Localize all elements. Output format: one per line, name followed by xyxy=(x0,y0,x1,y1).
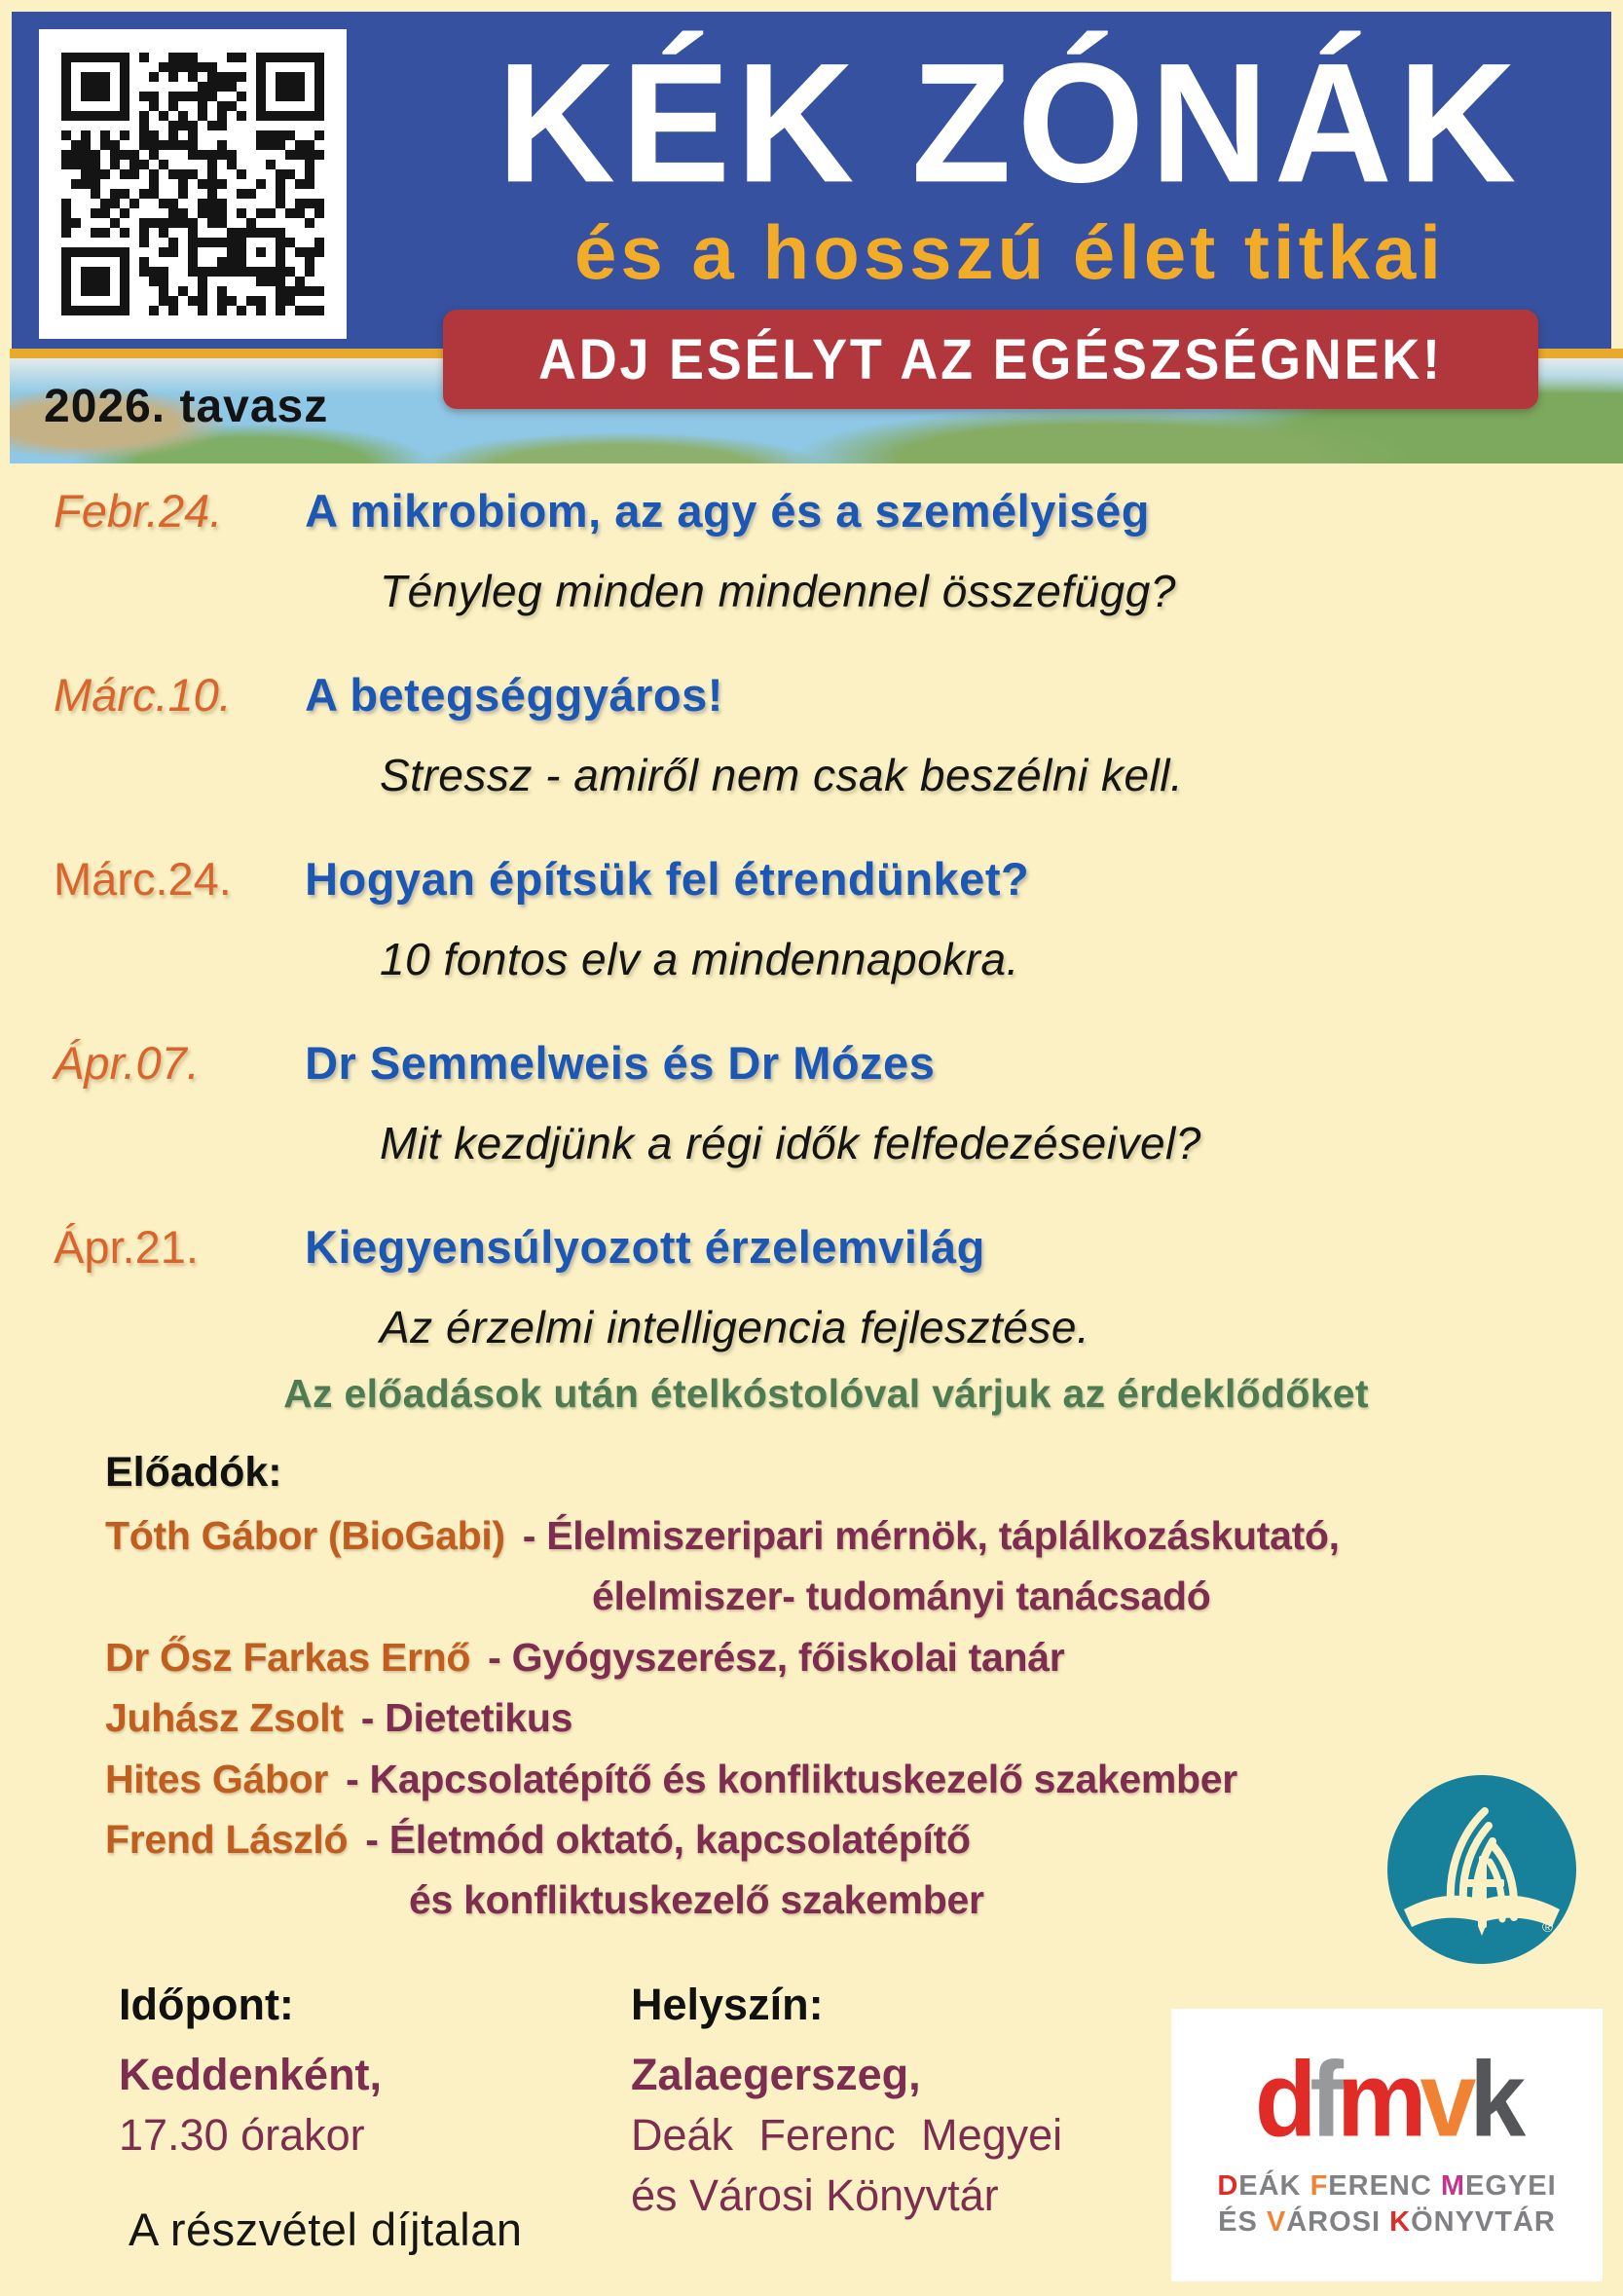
event-subtitle: Mit kezdjünk a régi idők felfedezéseivel? xyxy=(380,1118,1201,1169)
event-date: Ápr.07. xyxy=(54,1037,200,1089)
event-subtitle: Tényleg minden mindennel összefügg? xyxy=(380,566,1176,617)
event-subtitle: Stressz - amiről nem csak beszélni kell. xyxy=(380,750,1184,801)
library-acronym: dfmvk xyxy=(1254,2040,1520,2160)
speaker-name: Frend László xyxy=(105,1816,349,1862)
speaker-role: - Életmód oktató, kapcsolatépítő xyxy=(365,1816,971,1862)
time-label: Időpont: xyxy=(119,1980,294,2029)
speaker-name: Hites Gábor xyxy=(105,1756,329,1801)
schedule-event xyxy=(54,669,1594,801)
library-logo xyxy=(1171,2009,1603,2281)
event-date: Márc.10. xyxy=(54,669,232,721)
health-slogan-text: ADJ ESÉLYT AZ EGÉSZSÉGNEK! xyxy=(538,327,1443,391)
health-slogan-banner xyxy=(443,310,1538,409)
speakers-section xyxy=(105,1449,1604,1938)
library-name-line1: DEÁK FERENC MEGYEI xyxy=(1217,2169,1557,2202)
event-date: Ápr.21. xyxy=(54,1221,199,1273)
speaker-row xyxy=(105,1512,1604,1559)
location-block xyxy=(631,1975,1062,2226)
event-title: Dr Semmelweis és Dr Mózes xyxy=(305,1037,936,1089)
qr-code xyxy=(39,29,347,339)
location-value: Deák Ferenc Megyei xyxy=(631,2110,1063,2161)
event-subtitle: 10 fontos elv a mindennapokra. xyxy=(380,934,1019,985)
speaker-row xyxy=(105,1816,1604,1863)
speaker-row xyxy=(105,1756,1604,1802)
event-date: Febr.24. xyxy=(54,485,223,537)
event-date: Márc.24. xyxy=(54,853,232,905)
time-block xyxy=(119,1975,382,2166)
time-value: Keddenként, xyxy=(119,2050,383,2100)
poster-title: KÉK ZÓNÁK xyxy=(497,27,1523,218)
speaker-role-continuation: és konfliktuskezelő szakember xyxy=(409,1877,984,1923)
qr-code-image xyxy=(61,53,324,315)
library-name-line2: ÉS VÁROSI KÖNYVTÁR xyxy=(1218,2206,1556,2238)
speaker-name: Juhász Zsolt xyxy=(105,1695,344,1741)
event-title: A betegséggyáros! xyxy=(305,669,723,721)
event-subtitle: Az érzelmi intelligencia fejlesztése. xyxy=(380,1302,1090,1353)
speaker-name: Dr Ősz Farkas Ernő xyxy=(105,1634,471,1680)
tasting-note: Az előadások után ételkóstolóval várjuk az érdeklődőket xyxy=(283,1371,1369,1416)
schedule-event xyxy=(54,1037,1594,1169)
event-title: Kiegyensúlyozott érzelemvilág xyxy=(305,1221,985,1273)
free-admission-note: A részvétel díjtalan xyxy=(129,2203,523,2255)
header-banner xyxy=(12,12,1611,349)
speaker-role: - Dietetikus xyxy=(360,1695,573,1741)
speaker-role: - Gyógyszerész, főiskolai tanár xyxy=(488,1634,1065,1680)
speaker-role: - Kapcsolatépítő és konfliktuskezelő szakember xyxy=(346,1756,1237,1801)
speaker-name: Tóth Gábor (BioGabi) xyxy=(105,1513,505,1558)
speaker-row xyxy=(105,1634,1604,1681)
speaker-role: - Élelmiszeripari mérnök, táplálkozáskutató, xyxy=(522,1513,1340,1558)
schedule-event xyxy=(54,853,1594,985)
speaker-role-continuation: élelmiszer- tudományi tanácsadó xyxy=(592,1574,1211,1619)
adventist-church-logo xyxy=(1384,1772,1579,1967)
location-value: Zalaegerszeg, xyxy=(631,2050,921,2100)
speakers-heading: Előadók: xyxy=(105,1449,282,1496)
poster-subtitle: és a hosszú élet titkai xyxy=(574,209,1445,295)
time-value: 17.30 órakor xyxy=(119,2110,365,2161)
season-label: 2026. tavasz xyxy=(44,381,329,432)
location-label: Helyszín: xyxy=(631,1980,824,2029)
event-title: Hogyan építsük fel étrendünket? xyxy=(305,853,1030,905)
event-title: A mikrobiom, az agy és a személyiség xyxy=(305,485,1150,537)
registered-mark: ® xyxy=(1542,1919,1554,1936)
schedule-event xyxy=(54,1221,1594,1353)
schedule-event xyxy=(54,485,1594,617)
speaker-row xyxy=(105,1694,1604,1741)
location-value: és Városi Könyvtár xyxy=(631,2170,999,2221)
